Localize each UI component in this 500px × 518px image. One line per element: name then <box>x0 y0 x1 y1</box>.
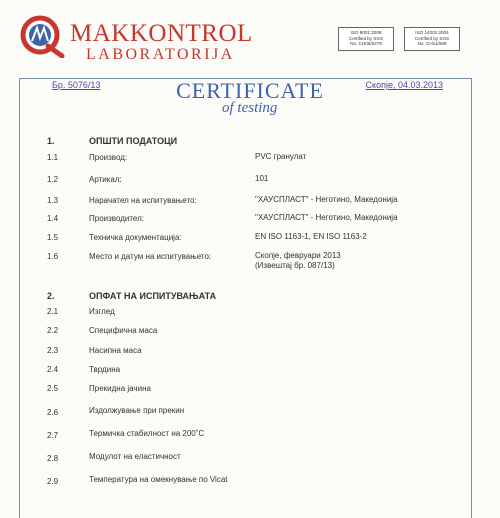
cert-line: Certified by SGS <box>414 35 450 41</box>
row-label: Термичка стабилност на 200˚C <box>89 429 205 438</box>
section-title: ОПФАТ НА ИСПИТУВАЊАТА <box>89 291 217 301</box>
certificate-title: CERTIFICATE <box>176 78 324 103</box>
document-date: Скопје, 04.03.2013 <box>365 80 443 90</box>
row-label: Место и датум на испитувањето: <box>89 252 212 261</box>
document-number: Бр. 5076/13 <box>52 80 101 90</box>
row-number: 2.9 <box>47 477 59 486</box>
row-number: 1.1 <box>47 153 59 162</box>
certificate-frame <box>19 78 472 518</box>
row-value: EN ISO 1163-1, EN ISO 1163-2 <box>255 232 367 241</box>
cert-line: No. CH05/0279 <box>350 41 382 47</box>
row-label: Производител: <box>89 214 145 223</box>
row-value: "ХАУСПЛАСТ" - Неготино, Македонија <box>255 213 398 222</box>
makkontrol-logo-icon <box>18 14 66 58</box>
row-label: Специфична маса <box>89 326 158 335</box>
row-number: 2.6 <box>47 408 59 417</box>
row-value: "ХАУСПЛАСТ" - Неготино, Македонија <box>255 195 398 204</box>
row-number: 2.8 <box>47 454 59 463</box>
row-value: PVC гранулат <box>255 152 307 161</box>
iso-14001-badge <box>404 27 460 51</box>
row-label: Температура на омекнување по Vicat <box>89 475 228 484</box>
row-number: 2.5 <box>47 384 59 393</box>
row-value-note: (Извештај бр. 087/13) <box>255 261 335 270</box>
section-title: ОПШТИ ПОДАТОЦИ <box>89 136 178 146</box>
iso-9001-badge <box>338 27 394 51</box>
row-number: 1.5 <box>47 233 59 242</box>
row-label: Насипна маса <box>89 346 142 355</box>
brand-subtitle: LABORATORIJA <box>86 46 235 63</box>
row-label: Издолжување при прекин <box>89 406 185 415</box>
cert-line: ISO 14001:2004 <box>415 30 449 35</box>
row-label: Артикал: <box>89 175 122 184</box>
row-number: 1.4 <box>47 214 59 223</box>
section-number: 1. <box>47 136 55 146</box>
row-label: Нарачател на испитувањето: <box>89 196 197 205</box>
row-value: Скопје, февруари 2013 <box>255 251 341 260</box>
cert-line: ISO 9001:2008 <box>350 30 382 35</box>
row-label: Модулот на еластичност <box>89 452 181 461</box>
row-label: Тврдина <box>89 365 121 374</box>
row-label: Прекидна јачина <box>89 384 151 393</box>
cert-line: No. CH11/089 <box>417 41 447 47</box>
row-label: Производ: <box>89 153 128 162</box>
row-number: 2.2 <box>47 326 59 335</box>
row-number: 2.4 <box>47 365 59 374</box>
certificate-subtitle: of testing <box>222 100 278 116</box>
row-number: 1.6 <box>47 252 59 261</box>
cert-line: Certified by SGS <box>348 35 384 41</box>
row-number: 2.3 <box>47 346 59 355</box>
row-number: 2.1 <box>47 307 59 316</box>
row-label: Техничка документација: <box>89 233 182 242</box>
row-number: 1.2 <box>47 175 59 184</box>
row-number: 2.7 <box>47 431 59 440</box>
row-number: 1.3 <box>47 196 59 205</box>
section-number: 2. <box>47 291 55 301</box>
row-label: Изглед <box>89 307 115 316</box>
row-value: 101 <box>255 174 269 183</box>
brand-name: MAKKONTROL <box>70 20 253 47</box>
